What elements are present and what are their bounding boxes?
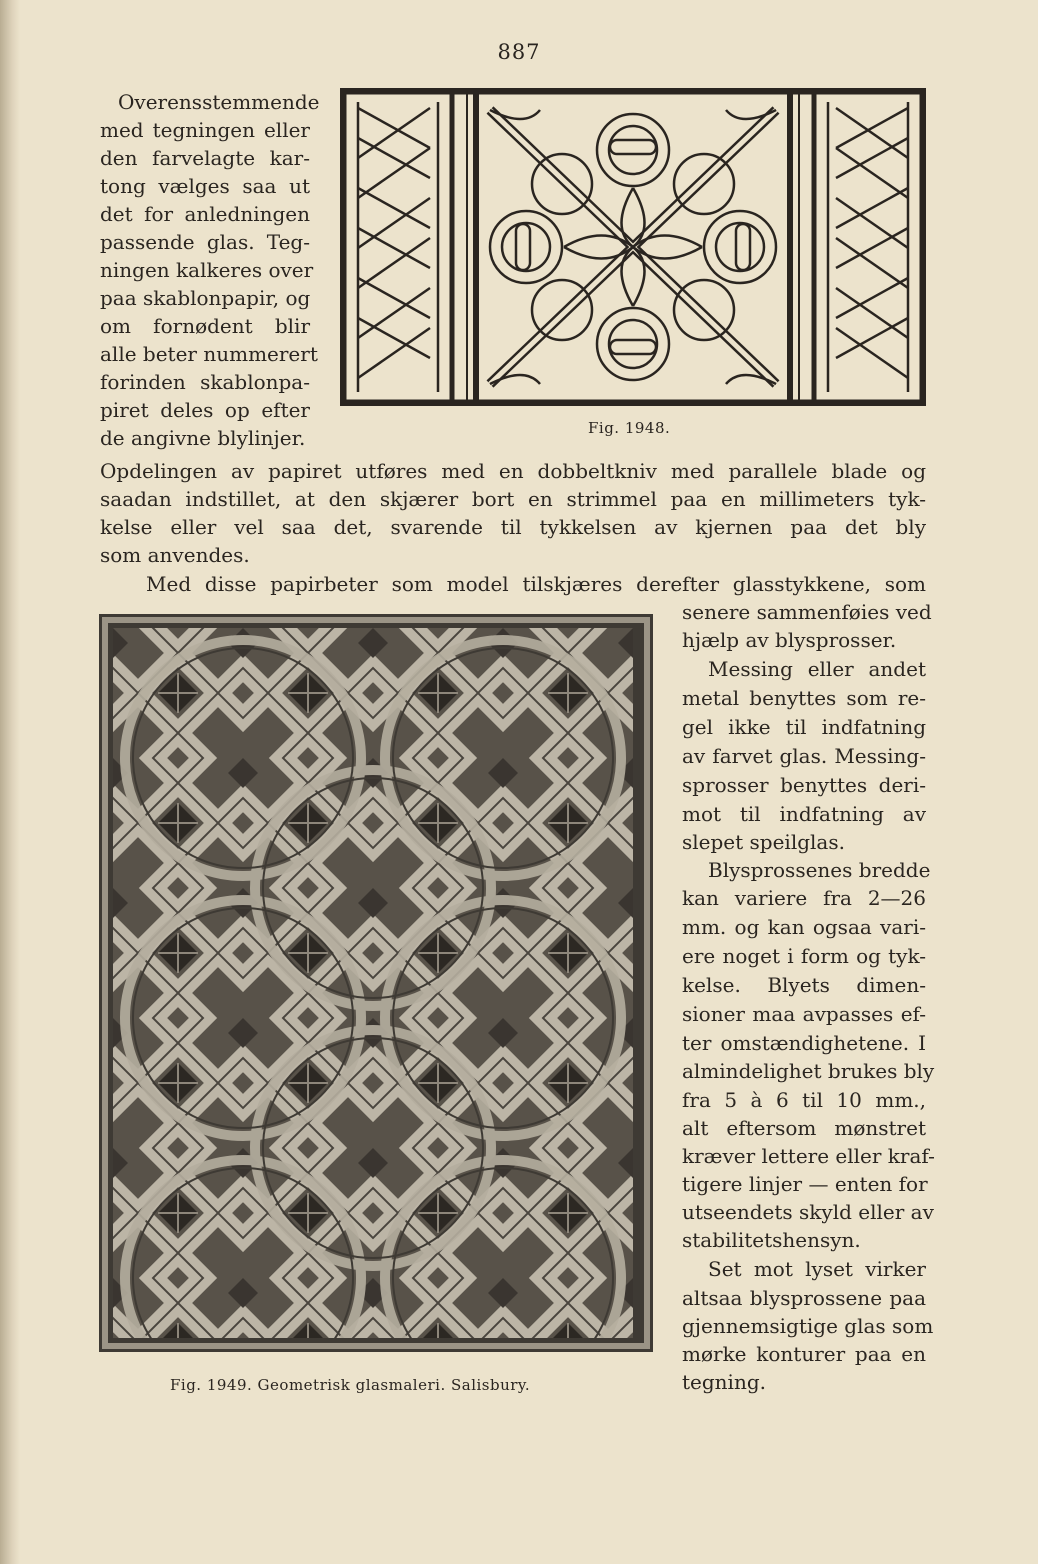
text-line: hjælp av blysprosser. <box>682 628 897 652</box>
text-line: tegning. <box>682 1370 766 1394</box>
text-line: som anvendes. <box>100 543 250 567</box>
text-line: gjennemsigtige glas som <box>682 1314 934 1338</box>
text-line: ningen kalkeres over <box>100 258 314 282</box>
text-line: kelse. Blyets dimen- <box>682 973 926 997</box>
text-line: almindelighet brukes bly <box>682 1059 935 1083</box>
text-line: mot til indfatning av <box>682 802 926 826</box>
text-line: Med disse papirbeter som model tilskjæres derefter glasstykkene, som <box>146 572 926 596</box>
text-line: tigere linjer — enten for <box>682 1172 928 1196</box>
text-line: Messing eller andet <box>708 657 926 681</box>
text-line: altsaa blysprossene paa <box>682 1286 926 1310</box>
figure-1948-leadwork-drawing <box>340 88 926 406</box>
text-line: senere sammenføies ved <box>682 600 932 624</box>
text-line: Blysprossenes bredde <box>708 858 931 882</box>
text-line: utseendets skyld eller av <box>682 1200 934 1224</box>
text-line: metal benyttes som re- <box>682 686 926 710</box>
figure-1949-caption: Fig. 1949. Geometrisk glasmaleri. Salisbury. <box>170 1376 531 1394</box>
text-line: forinden skablonpa- <box>100 370 310 394</box>
text-line: fra 5 à 6 til 10 mm., <box>682 1088 926 1112</box>
text-line: alt eftersom mønstret <box>682 1116 926 1140</box>
text-line: det for anledningen <box>100 202 310 226</box>
text-line: piret deles op efter <box>100 398 310 422</box>
text-line: ere noget i form og tyk- <box>682 944 926 968</box>
page-spine-shadow <box>0 0 20 1564</box>
text-line: av farvet glas. Messing- <box>682 744 926 768</box>
figure-1948-caption: Fig. 1948. <box>588 419 671 437</box>
text-line: gel ikke til indfatning <box>682 715 926 739</box>
text-line: stabilitetshensyn. <box>682 1228 861 1252</box>
text-line: om fornødent blir <box>100 314 310 338</box>
text-line: mm. og kan ogsaa vari- <box>682 915 926 939</box>
text-line: slepet speilglas. <box>682 830 845 854</box>
text-line: tong vælges saa ut <box>100 174 310 198</box>
text-line: kræver lettere eller kraf- <box>682 1144 935 1168</box>
text-line: saadan indstillet, at den skjærer bort en strimmel paa en millimeters tyk- <box>100 487 926 511</box>
text-line: kelse eller vel saa det, svarende til tykkelsen av kjernen paa det bly <box>100 515 926 539</box>
text-line: Set mot lyset virker <box>708 1257 926 1281</box>
text-line: mørke konturer paa en <box>682 1342 926 1366</box>
text-line: de angivne blylinjer. <box>100 426 306 450</box>
text-line: sprosser benyttes deri- <box>682 773 926 797</box>
page-number: 887 <box>497 40 541 64</box>
text-line: med tegningen eller <box>100 118 310 142</box>
text-line: paa skablonpapir, og <box>100 286 311 310</box>
text-line: passende glas. Teg- <box>100 230 310 254</box>
text-line: kan variere fra 2—26 <box>682 886 926 910</box>
text-line: den farvelagte kar- <box>100 146 310 170</box>
text-line: alle beter nummerert <box>100 342 318 366</box>
text-line: Opdelingen av papiret utføres med en dobbeltkniv med parallele blade og <box>100 459 926 483</box>
text-line: sioner maa avpasses ef- <box>682 1002 926 1026</box>
text-line: ter omstændighetene. I <box>682 1031 926 1055</box>
text-line: Overensstemmende <box>118 90 320 114</box>
figure-1949-stained-glass-photo <box>99 614 653 1352</box>
